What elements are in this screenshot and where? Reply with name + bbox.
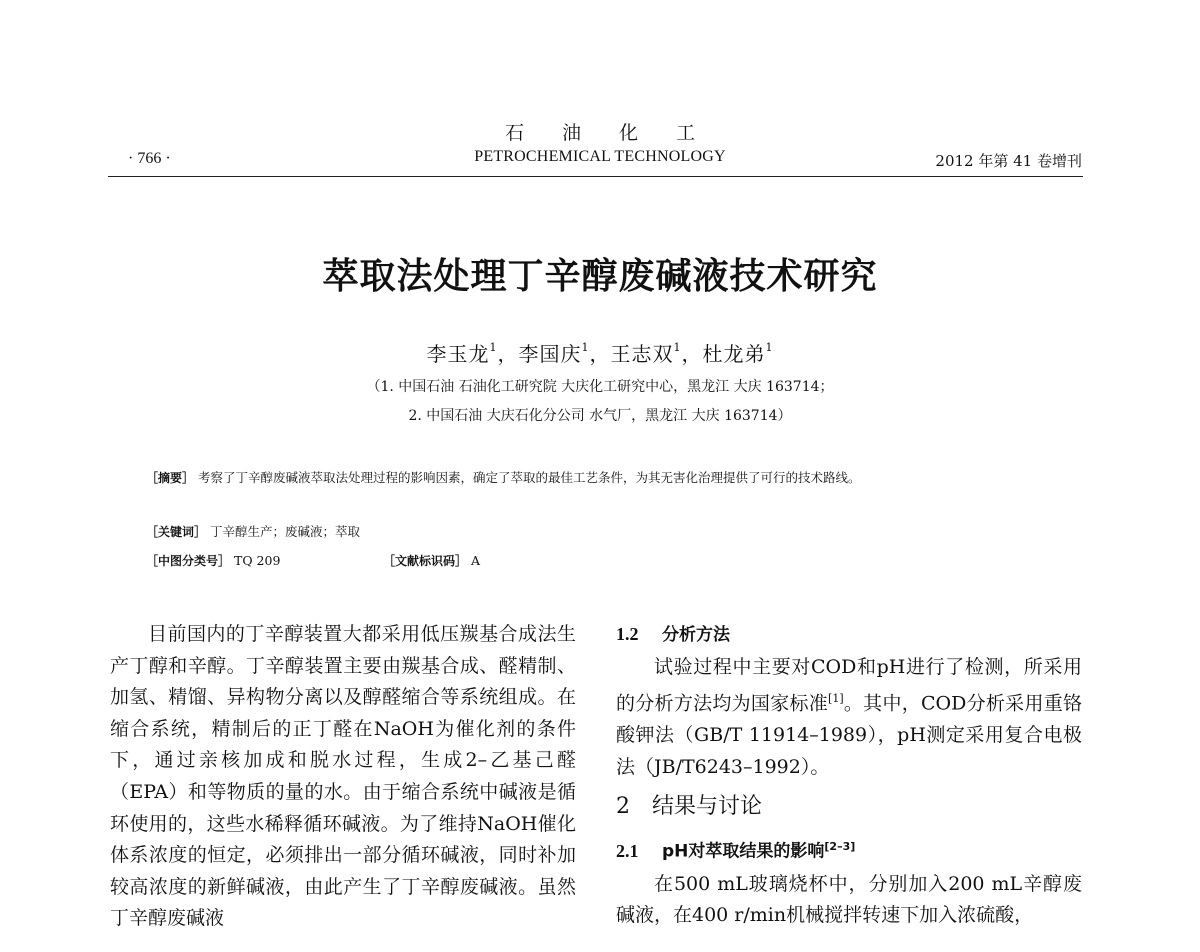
keywords-text: 丁辛醇生产；废碱液；萃取 xyxy=(210,524,361,539)
author-list xyxy=(0,338,1200,367)
author-name: 王志双 xyxy=(610,342,674,366)
affiliation-line: 2. 中国石油 大庆石化分公司 水气厂，黑龙江 大庆 163714） xyxy=(408,408,792,424)
journal-name-english: PETROCHEMICAL TECHNOLOGY xyxy=(474,148,726,165)
header-divider xyxy=(108,176,1083,177)
citation: [1] xyxy=(828,692,844,706)
section-title: 分析方法 xyxy=(662,625,730,645)
paragraph-text: 试验过程中主要对COD和pH进行了检测，所采用的分析方法均为国家标准 xyxy=(616,655,1082,715)
author-affiliation-mark: 1 xyxy=(765,341,774,355)
journal-name-chinese: 石油化工 xyxy=(504,122,733,144)
author-affiliation-mark: 1 xyxy=(673,341,682,355)
section-heading-2 xyxy=(616,792,1082,822)
affiliation-line: （1. 中国石油 石油化工研究院 大庆化工研究中心，黑龙江 大庆 163714； xyxy=(366,379,834,395)
author-name: 杜龙弟 xyxy=(702,342,766,366)
section-number: 2.1 xyxy=(616,840,639,861)
author-affiliation-mark: 1 xyxy=(581,341,590,355)
page-number: · 766 · xyxy=(128,150,171,167)
section-heading-2-1 xyxy=(616,831,1082,868)
issue-info: 2012 年第 41 卷增刊 xyxy=(935,152,1082,170)
author-name: 李国庆 xyxy=(518,342,582,366)
intro-paragraph: 目前国内的丁辛醇装置大都采用低压羰基合成法生产丁醇和辛醇。丁辛醇装置主要由羰基合成、醛精制、加氢、精馏、异构物分离以及醇醛缩合等系统组成。在缩合系统，精制后的正丁醛在NaOH为催化剂的条件下，通过亲核加成和脱水过程，生成2–乙基己醛（EPA）和等物质的量的水。由于缩合系统中碱液是循环使用的，这些水稀释循环碱液。为了维持NaOH催化体系浓度的恒定，必须排出一部分循环碱液，同时补加较高浓度的新鲜碱液，由此产生了丁辛醇废碱液。虽然丁辛醇废碱液 xyxy=(110,623,576,930)
abstract-text: 考察了丁辛醇废碱液萃取法处理过程的影响因素，确定了萃取的最佳工艺条件，为其无害化治理提供了可行的技术路线。 xyxy=(198,470,861,485)
classification-number xyxy=(146,551,280,571)
body-column-left xyxy=(110,619,576,935)
body-column-right xyxy=(616,619,1082,932)
clc-label: ［中图分类号］ xyxy=(146,554,231,568)
author-separator: ， xyxy=(681,342,703,366)
doc-code-value: A xyxy=(471,553,481,568)
section-title: 结果与讨论 xyxy=(652,794,763,820)
paragraph-text: 。其中，COD分析采用重铬酸钾法（GB/T 11914–1989），pH测定采用复合电极法（JB/T6243–1992）。 xyxy=(616,692,1082,778)
author-affiliation-mark: 1 xyxy=(489,341,498,355)
article-title: 萃取法处理丁辛醇废碱液技术研究 xyxy=(322,256,878,297)
section-number: 1.2 xyxy=(616,624,639,644)
analysis-paragraph xyxy=(616,652,1082,784)
section-title: pH对萃取结果的影响 xyxy=(662,841,825,862)
section-number: 2 xyxy=(616,794,630,820)
abstract-label: ［摘要］ xyxy=(146,471,195,485)
abstract xyxy=(146,468,1051,488)
author-separator: ， xyxy=(497,342,519,366)
ph-paragraph: 在500 mL玻璃烧杯中，分别加入200 mL辛醇废碱液，在400 r/min机械搅拌转速下加入浓硫酸， xyxy=(616,872,1082,927)
citation: [2–3] xyxy=(824,840,856,854)
keywords xyxy=(146,522,360,542)
author-name: 李玉龙 xyxy=(426,342,490,366)
clc-value: TQ 209 xyxy=(234,553,281,568)
doc-code-label: ［文献标识码］ xyxy=(383,554,468,568)
document-code xyxy=(383,551,480,571)
author-separator: ， xyxy=(589,342,611,366)
keywords-label: ［关键词］ xyxy=(146,525,207,539)
section-heading-1-2 xyxy=(616,619,1082,652)
